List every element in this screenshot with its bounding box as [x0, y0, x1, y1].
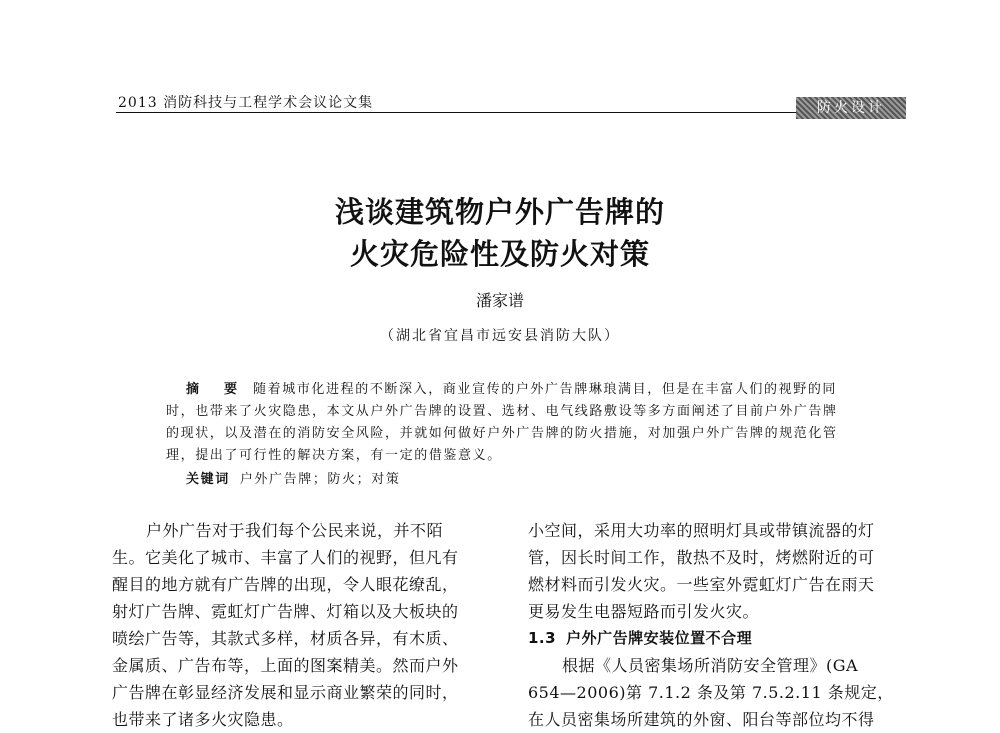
- paragraph-line: 生。它美化了城市、丰富了人们的视野，但凡有: [112, 548, 459, 567]
- paragraph-line: 小空间，采用大功率的照明灯具或带镇流器的灯: [528, 521, 875, 540]
- paragraph-line: 654—2006)第 7.1.2 条及第 7.5.2.11 条规定，: [528, 683, 894, 702]
- author-affiliation: （湖北省宜昌市远安县消防大队）: [380, 328, 620, 344]
- section-tag: 防火设计: [796, 97, 906, 119]
- paragraph-line: 醒目的地方就有广告牌的出现，令人眼花缭乱，: [112, 575, 459, 594]
- paragraph-line: 也带来了诸多火灾隐患。: [112, 710, 294, 729]
- body-column-right: [528, 517, 928, 733]
- keywords-text: 户外广告牌；防火；对策: [239, 472, 401, 487]
- abstract-line: 理，提出了可行性的解决方案，有一定的借鉴意义。: [166, 448, 502, 463]
- paragraph-line: 更易发生电器短路而引发火灾。: [528, 602, 760, 621]
- paragraph-line: 射灯广告牌、霓虹灯广告牌、灯箱以及大板块的: [112, 602, 459, 621]
- paragraph-line: 喷绘广告等，其款式多样，材质各异，有木质、: [112, 629, 459, 648]
- paragraph-line: 广告牌在彰显经济发展和显示商业繁荣的同时，: [112, 683, 459, 702]
- section-heading: [528, 625, 928, 652]
- abstract-label: 摘 要: [186, 382, 244, 397]
- abstract: [166, 379, 884, 467]
- body-column-left: [112, 517, 512, 733]
- header-rule: [116, 112, 796, 113]
- keywords-label: 关键词: [186, 472, 230, 487]
- abstract-line: [166, 379, 884, 401]
- paragraph-line: 户外广告对于我们每个公民来说，并不陌: [146, 521, 444, 540]
- abstract-text: 随着城市化进程的不断深入，商业宣传的户外广告牌琳琅满目，但是在丰富人们的视野的同: [253, 382, 838, 397]
- keywords: [186, 468, 400, 487]
- article-title-line-1: 浅谈建筑物户外广告牌的: [334, 195, 665, 229]
- running-head-title: 2013 消防科技与工程学术会议论文集: [118, 95, 374, 111]
- section-title: 户外广告牌安装位置不合理: [566, 629, 753, 647]
- paragraph-line: 燃材料而引发火灾。一些室外霓虹灯广告在雨天: [528, 575, 875, 594]
- paragraph-line: 金属质、广告布等，上面的图案精美。然而户外: [112, 656, 459, 675]
- abstract-line: 时，也带来了火灾隐患，本文从户外广告牌的设置、选材、电气线路敷设等多方面阐述了目前户外广告牌: [166, 404, 838, 419]
- paragraph-line: 根据《人员密集场所消防安全管理》(GA: [562, 656, 859, 675]
- article-title-line-2: 火灾危险性及防火对策: [349, 237, 650, 271]
- section-number: 1.3: [528, 629, 557, 647]
- paragraph-line: 在人员密集场所建筑的外窗、阳台等部位均不得: [528, 710, 875, 729]
- abstract-line: 的现状，以及潜在的消防安全风险，并就如何做好户外广告牌的防火措施，对加强户外广告牌的规范化管: [166, 426, 838, 441]
- author-name: 潘家谱: [475, 291, 524, 310]
- paragraph-line: 管，因长时间工作，散热不及时，烤燃附近的可: [528, 548, 875, 567]
